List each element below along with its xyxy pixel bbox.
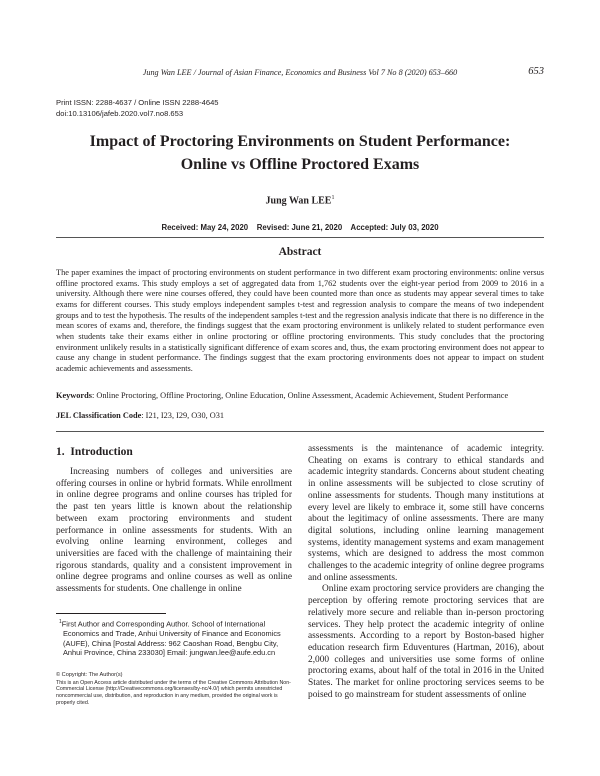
copyright-notice	[56, 672, 292, 707]
title-line-2: Online vs Offline Proctored Exams	[180, 156, 420, 173]
right-column	[308, 444, 544, 701]
abstract-body: The paper examines the impact of proctoring environments on student performance in two different exam proctoring environments: online versus offline proctored exams. This study employs a set of aggregated data from 1,762 students over the eight-year period from 2009 to 2016 in a university. Although there were nine courses offered, they could have been counted more than once as students may appear several times to take exams for different courses. This study employs independent samples t-test and regression analysis to compare the means of two independent groups and to test the hypothesis. The results of the independent samples t-test and the regression analysis indicate that there is no difference in the mean scores of exams and, therefore, the findings suggest that the exam proctoring environment is unlikely related to student performance even when students take their exams either in online proctoring or offline proctoring environments. This study concludes that the proctoring environment unlikely results in a statistically significant difference of exam scores and, thus, the exam proctoring environment does not appear to cause any change in student performance. The findings suggest that the exam proctoring environments does not appear to impact on student academic achievements and assessments.	[56, 268, 544, 373]
intro-paragraph-1: Increasing numbers of colleges and universities are offering courses in online or hybrid formats. While enrollment in online degree programs and online courses has tripled for the past ten years little is known about the relationship between exam proctoring environments and student performance in online assessments for students. With an evolving online learning environment, colleges and universities are faced with the challenge of maintaining their rigorous standards, quality and a consistent improvement in online degree programs and online courses as well as online assessments for students. One challenge in online	[56, 467, 292, 595]
author-affil-mark: 1	[331, 195, 335, 201]
footnote	[56, 618, 292, 658]
header-divider	[56, 237, 544, 238]
issn-line: Print ISSN: 2288-4637 / Online ISSN 2288-4645	[56, 98, 219, 107]
running-head: Jung Wan LEE / Journal of Asian Finance, Economics and Business Vol 7 No 8 (2020) 653–660	[142, 68, 458, 77]
jel-line	[56, 411, 544, 420]
left-column	[56, 467, 292, 596]
abstract-heading: Abstract	[278, 246, 322, 258]
doi-line: doi:10.13106/jafeb.2020.vol7.no8.653	[56, 109, 184, 118]
jel-text: : I21, I23, I29, O30, O31	[141, 411, 225, 420]
section-heading-introduction: 1. Introduction	[56, 446, 133, 458]
intro-paragraph-1-continued: assessments is the maintenance of academic integrity. Cheating on exams is contrary to ethical standards and academic integrity standards. Concerns about student cheating in online assessments will be subjected to close scrutiny of online assessments for students. Though many institutions at every level are likely to embrace it, some still have concerns about the legitimacy of online assessments. There are many digital solutions, including online learning management systems, identity management systems and exam management systems, which are designed to address the most common challenges to the academic integrity of online degree programs and online assessments.	[308, 444, 544, 583]
author-line	[0, 195, 600, 206]
footnote-divider	[56, 613, 166, 614]
submission-dates: Received: May 24, 2020 Revised: June 21, 2020 Accepted: July 03, 2020	[161, 223, 439, 232]
author-name: Jung Wan LEE	[265, 195, 332, 207]
keywords-line	[56, 391, 544, 400]
issn-block	[56, 97, 219, 119]
title-line-1: Impact of Proctoring Environments on Student Performance:	[89, 133, 511, 150]
jel-label: JEL Classification Code	[56, 411, 142, 420]
copyright-line: © Copyright: The Author(s)	[56, 672, 123, 678]
paper-title	[40, 130, 560, 176]
footnote-text: First Author and Corresponding Author. School of International Economics and Trade, Anhui University of Finance and Economics (AUFE), China [Postal Address: 962 Caoshan Road, Bengbu City, Anhui Province, China 233030] Email: jungwan.lee@aufe.edu.cn	[61, 619, 281, 658]
keywords-text: : Online Proctoring, Offline Proctoring, Online Education, Online Assessment, Academic Achievement, Student Performance	[91, 391, 509, 400]
footnote-mark: 1	[59, 619, 62, 625]
license-text: This is an Open Access article distributed under the terms of the Creative Commons Attribution Non-Commercial License (http://Creativecommons.org/licenses/by-nc/4.0/) which permits unrestricted noncommercial use, distribution, and reproduction in any medium, provided the original work is properly cited.	[56, 679, 291, 706]
abstract-divider	[56, 431, 544, 432]
keywords-label: Keywords	[56, 391, 92, 400]
page-number: 653	[528, 66, 544, 77]
intro-paragraph-2: Online exam proctoring service providers are changing the perception by offering remote proctoring services that are relatively more secure and reliable than in-person proctoring services. They help protect the academic integrity of online assessments. According to a report by Boston-based higher education research firm Eduventures (Hartman, 2016), about 2,000 colleges and universities use some forms of online proctoring exams, about half of the total in 2016 in the United States. The market for online proctoring services seems to be poised to go mainstream for student assessments of online	[308, 584, 544, 700]
